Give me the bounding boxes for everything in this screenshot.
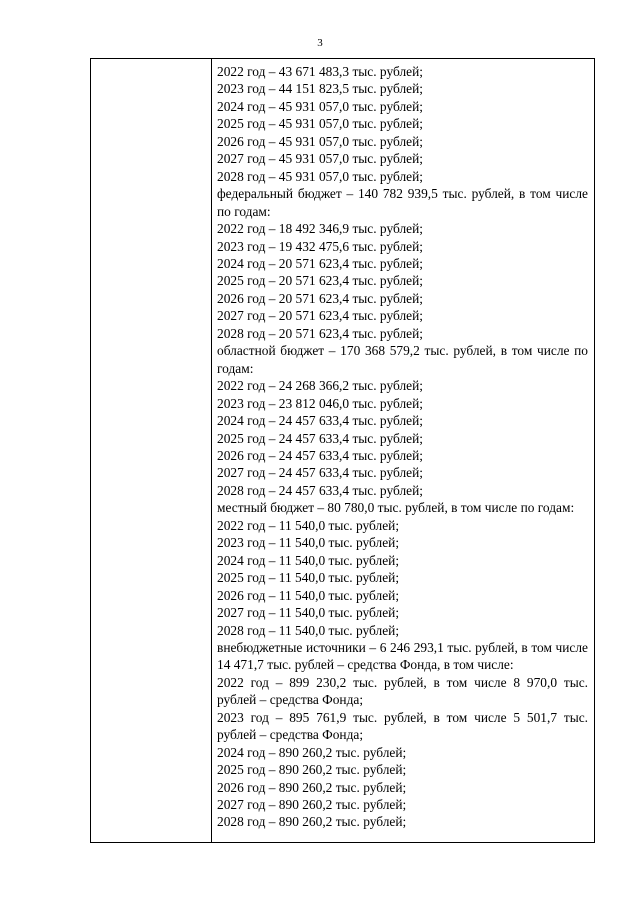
list-item: 2023 год – 23 812 046,0 тыс. рублей;: [217, 395, 423, 411]
list-item: 2026 год – 11 540,0 тыс. рублей;: [217, 587, 400, 603]
extrabudgetary-heading: внебюджетные источники – 6 246 293,1 тыс. рублей, в том числе 14 471,7 тыс. рублей – средства Фонда, в том числе:: [217, 639, 588, 673]
list-item: 2027 год – 11 540,0 тыс. рублей;: [217, 605, 400, 621]
list-item: 2028 год – 11 540,0 тыс. рублей;: [217, 622, 400, 638]
page-number: 3: [317, 37, 323, 49]
list-item: 2024 год – 890 260,2 тыс. рублей;: [217, 744, 407, 760]
total-years-list: [217, 63, 588, 185]
regional-years-list: [217, 377, 588, 499]
list-item: 2022 год – 43 671 483,3 тыс. рублей;: [217, 64, 423, 79]
local-budget-heading: местный бюджет – 80 780,0 тыс. рублей, в том числе по годам:: [217, 500, 575, 516]
list-item: 2028 год – 45 931 057,0 тыс. рублей;: [217, 168, 423, 184]
regional-budget-heading: областной бюджет – 170 368 579,2 тыс. рублей, в том числе по годам:: [217, 343, 588, 376]
column-divider: [211, 59, 212, 842]
list-item: 2027 год – 45 931 057,0 тыс. рублей;: [217, 151, 423, 167]
list-item: 2022 год – 11 540,0 тыс. рублей;: [217, 517, 400, 533]
list-item: 2026 год – 890 260,2 тыс. рублей;: [217, 779, 407, 795]
list-item: 2025 год – 11 540,0 тыс. рублей;: [217, 570, 400, 586]
list-item: 2024 год – 11 540,0 тыс. рублей;: [217, 552, 400, 568]
list-item: 2025 год – 890 260,2 тыс. рублей;: [217, 762, 407, 778]
list-item: 2027 год – 890 260,2 тыс. рублей;: [217, 797, 407, 813]
list-item: 2025 год – 20 571 623,4 тыс. рублей;: [217, 273, 423, 289]
list-item: 2023 год – 11 540,0 тыс. рублей;: [217, 535, 400, 551]
extrabudgetary-years-list: [217, 744, 588, 831]
list-item: 2028 год – 20 571 623,4 тыс. рублей;: [217, 325, 423, 341]
local-years-list: [217, 517, 588, 639]
extrabudgetary-2023: 2023 год – 895 761,9 тыс. рублей, в том числе 5 501,7 тыс. рублей – средства Фонда;: [217, 709, 588, 743]
list-item: 2023 год – 19 432 475,6 тыс. рублей;: [217, 238, 423, 254]
funding-table: [90, 58, 595, 843]
list-item: 2026 год – 45 931 057,0 тыс. рублей;: [217, 133, 423, 149]
list-item: 2024 год – 24 457 633,4 тыс. рублей;: [217, 413, 423, 429]
list-item: 2024 год – 20 571 623,4 тыс. рублей;: [217, 255, 423, 271]
federal-budget-heading: федеральный бюджет – 140 782 939,5 тыс. рублей, в том числе по годам:: [217, 186, 588, 219]
list-item: 2022 год – 18 492 346,9 тыс. рублей;: [217, 221, 423, 237]
list-item: 2026 год – 24 457 633,4 тыс. рублей;: [217, 447, 423, 463]
list-item: 2025 год – 45 931 057,0 тыс. рублей;: [217, 116, 423, 132]
list-item: 2024 год – 45 931 057,0 тыс. рублей;: [217, 98, 423, 114]
list-item: 2028 год – 890 260,2 тыс. рублей;: [217, 814, 407, 830]
list-item: 2028 год – 24 457 633,4 тыс. рублей;: [217, 482, 423, 498]
list-item: 2025 год – 24 457 633,4 тыс. рублей;: [217, 430, 423, 446]
list-item: 2027 год – 24 457 633,4 тыс. рублей;: [217, 465, 423, 481]
extrabudgetary-2022: 2022 год – 899 230,2 тыс. рублей, в том числе 8 970,0 тыс. рублей – средства Фонда;: [217, 674, 588, 708]
funding-details-column: [217, 63, 588, 831]
list-item: 2023 год – 44 151 823,5 тыс. рублей;: [217, 81, 423, 97]
list-item: 2027 год – 20 571 623,4 тыс. рублей;: [217, 308, 423, 324]
list-item: 2022 год – 24 268 366,2 тыс. рублей;: [217, 378, 423, 394]
list-item: 2026 год – 20 571 623,4 тыс. рублей;: [217, 290, 423, 306]
federal-years-list: [217, 220, 588, 342]
